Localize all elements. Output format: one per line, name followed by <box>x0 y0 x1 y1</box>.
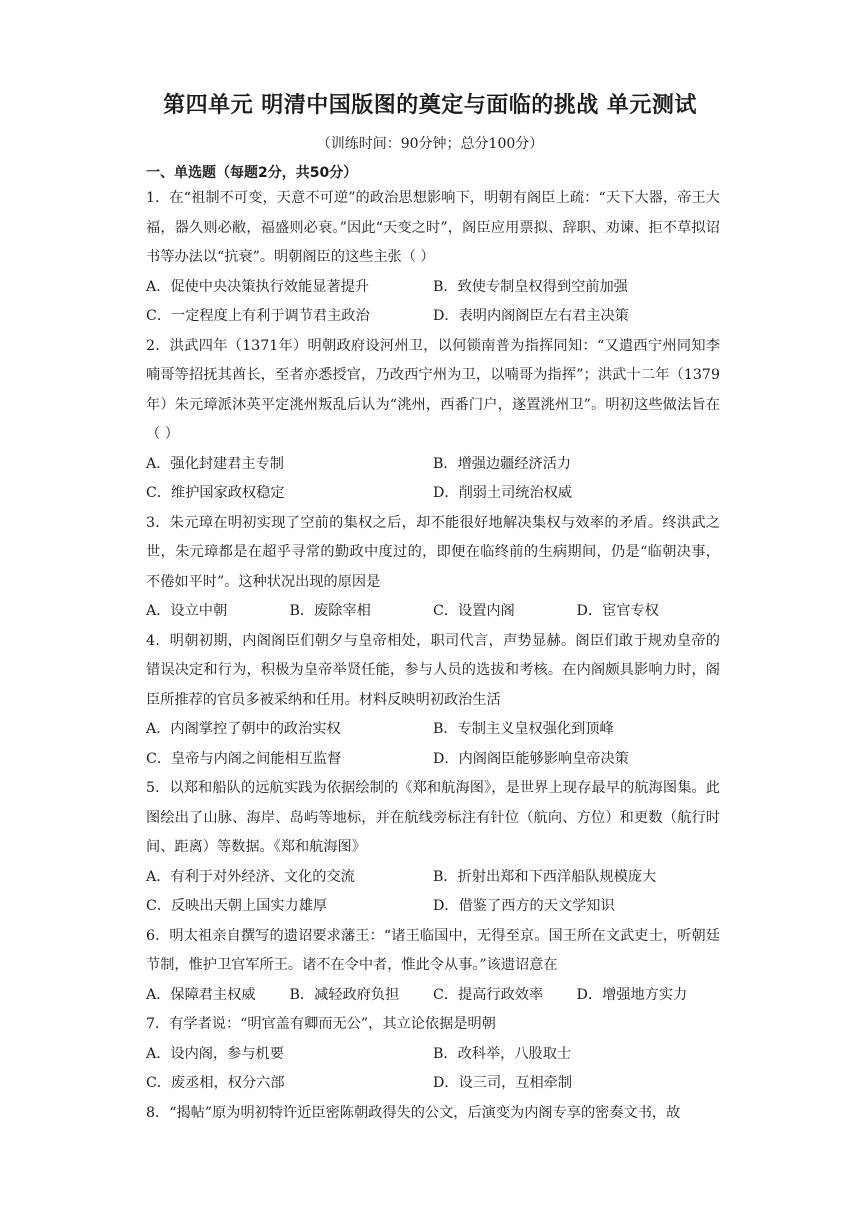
option-group <box>146 273 720 332</box>
option-c: C．皇帝与内阁之间能相互监督 <box>146 750 342 767</box>
exam-info: （训练时间：90分钟；总分100分） <box>316 136 544 152</box>
option-group <box>146 981 720 1011</box>
option-a: A．内阁掌控了朝中的政治实权 <box>146 721 341 737</box>
option-group <box>146 863 720 922</box>
option-a: A．保障君主权威 <box>146 986 256 1003</box>
option-d: D．表明内阁阁臣左右君主决策 <box>433 308 629 324</box>
option-a: A．促使中央决策执行效能显著提升 <box>146 278 370 295</box>
question-item <box>146 774 720 922</box>
option-d: D．设三司，互相牵制 <box>433 1075 573 1091</box>
question-list <box>146 184 720 1128</box>
option-a: A．设立中朝 <box>146 603 228 619</box>
option-c: C．一定程度上有利于调节君主政治 <box>146 308 370 324</box>
question-stem: 4．明朝初期，内阁阁臣们朝夕与皇帝相处，职司代言，声势显赫。阁臣们敢于规劝皇帝的错误决定和行为，积极为皇帝举贤任能，参与人员的选拔和考核。在内阁颇具影响力时，阁臣所推荐的官员多被采纳和任用。材料反映明初政治生活 <box>146 632 720 708</box>
option-group <box>146 1040 720 1099</box>
option-group <box>146 597 720 627</box>
question-item <box>146 184 720 332</box>
question-stem: 8．“揭帖”原为明初特许近臣密陈朝政得失的公文，后演变为内阁专享的密奏文书，故 <box>146 1104 681 1121</box>
option-d: D．增强地方实力 <box>576 986 688 1003</box>
option-d: D．宦官专权 <box>576 603 659 619</box>
question-item <box>146 1099 720 1129</box>
option-group <box>146 715 720 774</box>
option-group <box>146 450 720 509</box>
option-a: A．有利于对外经济、文化的交流 <box>146 868 355 885</box>
option-b: B．增强边疆经济活力 <box>433 455 572 472</box>
option-c: C．反映出天朝上国实力雄厚 <box>146 898 328 914</box>
option-c: C．提高行政效率 <box>433 986 544 1003</box>
option-b: B．改科举，八股取士 <box>433 1045 572 1062</box>
option-b: B．折射出郑和下西洋船队规模庞大 <box>433 868 657 885</box>
option-c: C．维护国家政权稳定 <box>146 485 285 501</box>
question-item <box>146 509 720 627</box>
question-item <box>146 1010 720 1099</box>
question-stem: 5．以郑和船队的远航实践为依据绘制的《郑和航海图》，是世界上现存最早的航海图集。此图绘出了山脉、海岸、岛屿等地标，并在航线旁标注有针位（航向、方位）和更数（航行时间、距离）等数据。《郑和航海图》 <box>146 780 720 855</box>
option-d: D．削弱土司统治权威 <box>433 485 573 501</box>
option-b: B．致使专制皇权得到空前加强 <box>433 278 628 295</box>
question-item <box>146 627 720 775</box>
option-d: D．内阁阁臣能够影响皇帝决策 <box>433 750 629 767</box>
option-b: B．废除宰相 <box>289 603 371 619</box>
question-item <box>146 332 720 509</box>
option-a: A．强化封建君主专制 <box>146 455 284 472</box>
option-c: C．设置内阁 <box>433 603 515 619</box>
option-a: A．设内阁，参与机要 <box>146 1045 284 1062</box>
page-title: 第四单元 明清中国版图的奠定与面临的挑战 单元测试 <box>163 93 697 118</box>
section-heading: 一、单选题（每题2分，共50分） <box>146 165 358 181</box>
option-b: B．减轻政府负担 <box>289 986 400 1003</box>
question-item <box>146 922 720 1011</box>
option-c: C．废丞相，权分六部 <box>146 1075 285 1091</box>
question-stem: 1．在“祖制不可变，天意不可逆”的政治思想影响下，明朝有阁臣上疏：“天下大器，帝王大福，器久则必敝，福盛则必衰。”因此“天变之时”，阁臣应用票拟、辞职、劝谏、拒不草拟诏书等办法以“抗衰”。明朝阁臣的这些主张（ ） <box>146 190 720 265</box>
question-stem: 6．明太祖亲自撰写的遗诏要求藩王：“诸王临国中，无得至京。国王所在文武吏士，听朝廷节制，惟护卫官军所王。诸不在令中者，惟此令从事。”该遗诏意在 <box>146 927 720 973</box>
option-d: D．借鉴了西方的天文学知识 <box>433 898 615 914</box>
question-stem: 7．有学者说：“明官盖有卿而无公”，其立论依据是明朝 <box>146 1016 496 1032</box>
option-b: B．专制主义皇权强化到顶峰 <box>433 721 614 737</box>
question-stem: 2．洪武四年（1371年）明朝政府设河州卫，以何锁南普为指挥同知：“又遣西宁州同知李喃哥等招抚其酋长，至者亦悉授官，乃改西宁州为卫，以喃哥为指挥”；洪武十二年（1379年）朱元璋派沐英平定洮州叛乱后认为“洮州，西番门户，遂置洮州卫”。明初这些做法旨在（ ） <box>146 337 720 442</box>
question-stem: 3．朱元璋在明初实现了空前的集权之后，却不能很好地解决集权与效率的矛盾。终洪武之世，朱元璋都是在超乎寻常的勤政中度过的，即便在临终前的生病期间，仍是“临朝决事，不倦如平时”。这种状况出现的原因是 <box>146 514 720 590</box>
